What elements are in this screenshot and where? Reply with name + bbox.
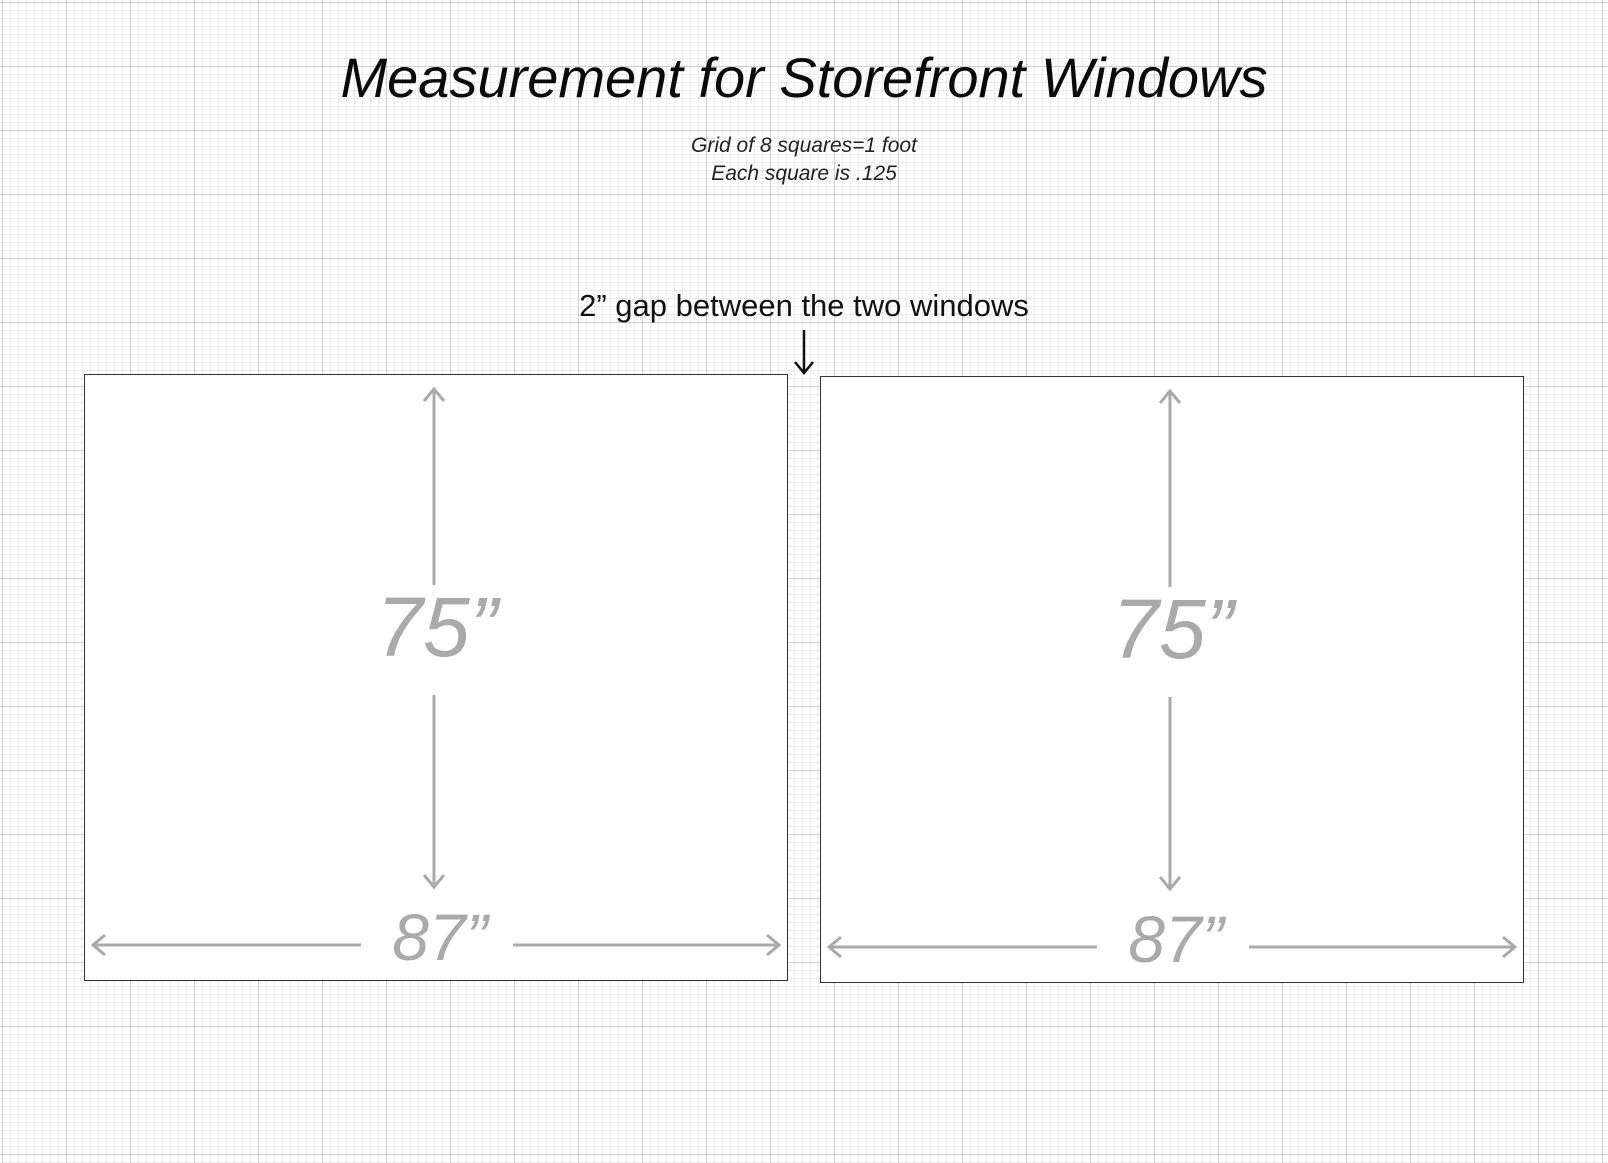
height-measurement: 75” <box>1112 582 1234 676</box>
height-measurement: 75” <box>376 580 498 674</box>
grid-scale-note: Grid of 8 squares=1 foot <box>691 134 917 157</box>
gap-annotation: 2” gap between the two windows <box>579 288 1029 323</box>
width-measurement: 87” <box>392 900 488 974</box>
right-window <box>820 376 1524 983</box>
left-window <box>84 374 788 981</box>
square-size-note: Each square is .125 <box>711 162 897 185</box>
page-title: Measurement for Storefront Windows <box>340 46 1268 109</box>
left-window-dimension-lines <box>85 375 789 982</box>
arrow-down-icon <box>792 328 816 378</box>
right-window-dimension-lines <box>821 377 1525 984</box>
width-measurement: 87” <box>1128 902 1224 976</box>
